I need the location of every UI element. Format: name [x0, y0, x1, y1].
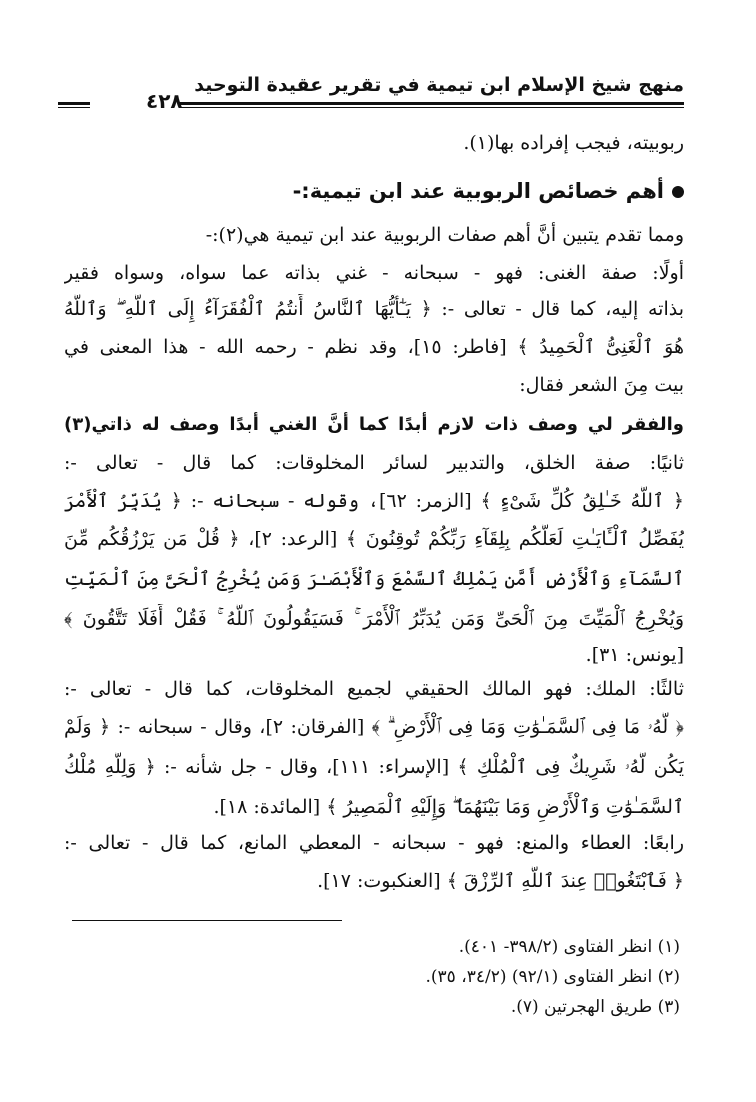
text-line: ﴿ لَّهُۥ مَا فِى ٱلسَّمَـٰوَٰتِ وَمَا فِى ٱلْأَرْضِ ۗ ﴾ [الفرقان: ٢]، وقال - سبحانه -: ﴿ وَلَمْ [64, 716, 684, 738]
page-number: ٤٢٨ [146, 89, 183, 113]
footnote: (٢) انظر الفتاوى (٩٢/١) (٣٤/٢، ٣٥). [425, 967, 680, 987]
text-line: بيت مِنَ الشعر فقال: [519, 374, 684, 396]
text-line: رابعًا: العطاء والمنع: فهو - سبحانه - المعطي المانع، كما قال - تعالى -: [64, 832, 684, 854]
header-rule [179, 102, 684, 105]
text-line: ثانيًا: صفة الخلق، والتدبير لسائر المخلوقات: كما قال - تعالى -: [64, 452, 684, 474]
text-line: أولًا: صفة الغنى: فهو - سبحانه - غني بذاته عما سواه، وسواه فقير [64, 262, 684, 284]
bullet-icon [672, 186, 684, 198]
poem-verse: والفقر لي وصف ذات لازم أبدًا كما أنَّ الغني أبدًا وصف له ذاتي(٣) [64, 414, 684, 435]
text-line: هُوَ ٱلْغَنِىُّ ٱلْحَمِيدُ ﴾ [فاطر: ١٥]، وقد نظم - رحمه الله - هذا المعنى في [64, 336, 684, 358]
text-line: ٱلسَّمَآءِ وَٱلْأَرْضِ أَمَّن يَمْلِكُ ٱلسَّمْعَ وَٱلْأَبْصَـٰرَ وَمَن يُخْرِجُ ٱلْحَىَّ مِنَ ٱلْمَيِّتِ [64, 568, 684, 590]
running-title: منهج شيخ الإسلام ابن تيمية في تقرير عقيدة التوحيد [194, 74, 684, 96]
heading-text: أهم خصائص الربوبية عند ابن تيمية:- [292, 179, 664, 203]
section-heading [64, 176, 684, 208]
footnote: (١) انظر الفتاوى (٣٩٨/٢- ٤٠١). [458, 937, 680, 957]
text-line: بذاته إليه، كما قال - تعالى -: ﴿ يَـٰٓأَيُّهَا ٱلنَّاسُ أَنتُمُ ٱلْفُقَرَآءُ إِلَى ٱللَّهِ ۖ وَٱللَّهُ [64, 298, 684, 320]
text-line: يُفَصِّلُ ٱلْـَٔايَـٰتِ لَعَلَّكُم بِلِقَآءِ رَبِّكُمْ تُوقِنُونَ ﴾ [الرعد: ٢]، ﴿ قُلْ مَن يَرْزُقُكُم مِّنَ [64, 528, 684, 550]
page-number-rule [58, 102, 90, 105]
text-line: يَكُن لَّهُۥ شَرِيكٌ فِى ٱلْمُلْكِ ﴾ [الإسراء: ١١١]، وقال - جل شأنه -: ﴿ وَلِلَّهِ مُلْكُ [64, 756, 684, 778]
text-line: وَيُخْرِجُ ٱلْمَيِّتَ مِنَ ٱلْحَىِّ وَمَن يُدَبِّرُ ٱلْأَمْرَ ۚ فَسَيَقُولُونَ ٱللَّهُ ۚ فَقُلْ أَفَلَا تَتَّقُونَ ﴾ [64, 608, 684, 630]
text-line: [يونس: ٣١]. [585, 644, 684, 666]
footnote-separator [72, 920, 342, 921]
page-number-rule-thin [58, 107, 90, 108]
text-line: ربوبيته، فيجب إفراده بها(١). [463, 132, 684, 154]
header-rule-thin [179, 107, 684, 108]
text-line: ومما تقدم يتبين أنَّ أهم صفات الربوبية عند ابن تيمية هي(٢):- [205, 224, 684, 246]
text-line: ٱلسَّمَـٰوَٰتِ وَٱلْأَرْضِ وَمَا بَيْنَهُمَا ۖ وَإِلَيْهِ ٱلْمَصِيرُ ﴾ [المائدة: ١٨]. [213, 796, 684, 818]
page-header [58, 74, 684, 114]
text-line: ثالثًا: الملك: فهو المالك الحقيقي لجميع المخلوقات، كما قال - تعالى -: [64, 678, 684, 700]
text-line: ﴿ فَٱبْتَغُوا۟ عِندَ ٱللَّهِ ٱلرِّزْقَ ﴾ [العنكبوت: ١٧]. [317, 870, 684, 892]
text-line: ﴿ ٱللَّهُ خَـٰلِقُ كُلِّ شَىْءٍ ﴾ [الزمر: ٦٢]، وقوله - سبحانه -: ﴿ يُدَبِّرُ ٱلْأَمْرَ [64, 490, 684, 512]
footnote: (٣) طريق الهجرتين (٧). [510, 997, 680, 1017]
